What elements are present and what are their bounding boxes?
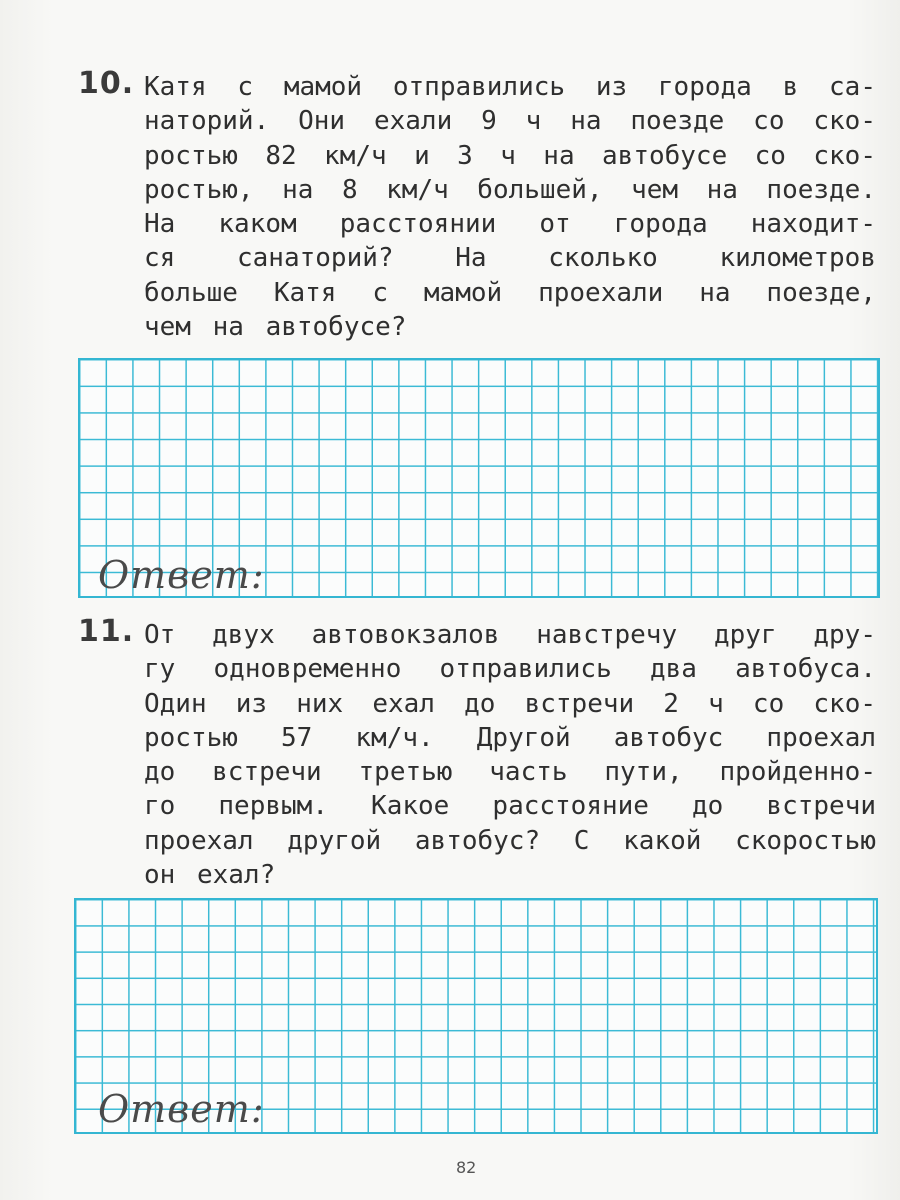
problem-11-text	[144, 618, 876, 892]
problem-11-line: го первым. Какое расстояние до встречи	[144, 791, 876, 822]
problem-11-line: От двух автовокзалов навстречу друг дру-	[144, 620, 876, 650]
problem-10-line: ростью 82 км/ч и 3 ч на автобусе со ско-	[144, 140, 876, 171]
problem-11-line: до встречи третью часть пути, пройденно-	[144, 757, 876, 788]
problem-11-line: ростью 57 км/ч. Другой автобус проехал	[144, 722, 876, 753]
problem-10-line: На каком расстоянии от города находит-	[144, 209, 876, 240]
problem-11-line: Один из них ехал до встречи 2 ч со ско-	[144, 688, 876, 719]
problem-10-line: наторий. Они ехали 9 ч на поезде со ско-	[144, 106, 876, 137]
page-number: 82	[456, 1158, 477, 1177]
problem-10-line: больше Катя с мамой проехали на поезде,	[144, 277, 876, 308]
problem-11-line: он ехал?	[144, 860, 276, 891]
problem-10-line: чем на автобусе?	[144, 312, 407, 343]
problem-11-line: гу одновременно отправились два автобуса.	[144, 654, 876, 685]
problem-10-line: ся санаторий? На сколько километров	[144, 243, 876, 274]
problem-11-line: проехал другой автобус? С какой скоростью	[144, 825, 876, 856]
problem-10-text	[144, 70, 876, 344]
problem-10-line: ростью, на 8 км/ч большей, чем на поезде.	[144, 174, 876, 205]
problem-10-number: 10.	[78, 66, 135, 101]
problem-10-line: Катя с мамой отправились из города в са-	[144, 72, 876, 102]
answer-label-11: Ответ:	[98, 1087, 265, 1131]
problem-11-number: 11.	[78, 614, 135, 649]
answer-label-10: Ответ:	[98, 553, 265, 597]
